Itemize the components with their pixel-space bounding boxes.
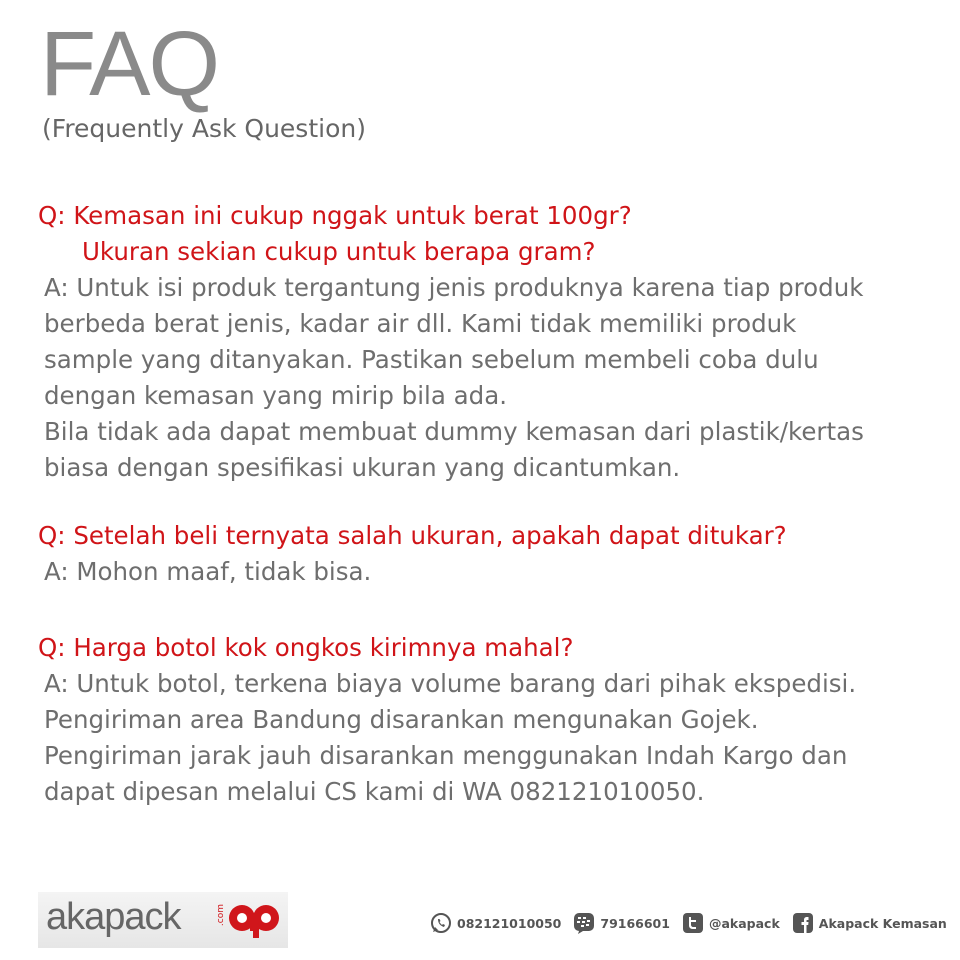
answer-line: dengan kemasan yang mirip bila ada. [44,381,507,410]
question-line: Q: Kemasan ini cukup nggak untuk berat 100gr? [38,201,632,230]
twitter-handle: @akapack [708,915,780,931]
twitter-icon [682,912,704,934]
faq-answer [38,666,938,810]
faq-question [38,198,938,270]
whatsapp-icon [430,912,452,934]
answer-line: A: Untuk botol, terkena biaya volume barang dari pihak ekspedisi. [44,669,857,698]
faq-question [38,518,938,554]
contact-facebook [792,912,947,934]
answer-line: biasa dengan spesifikasi ukuran yang dicantumkan. [44,453,681,482]
answer-line: A: Mohon maaf, tidak bisa. [44,557,372,586]
page-subtitle: (Frequently Ask Question) [42,114,366,143]
facebook-page: Akapack Kemasan [818,915,947,931]
faq-answer [38,554,938,590]
contact-bbm [573,912,670,934]
contact-twitter [682,912,780,934]
answer-line: sample yang ditanyakan. Pastikan sebelum membeli coba dulu [44,345,819,374]
question-line: Q: Harga botol kok ongkos kirimnya mahal? [38,633,574,662]
faq-question [38,630,938,666]
question-line: Q: Setelah beli ternyata salah ukuran, apakah dapat ditukar? [38,521,787,550]
contact-bar [430,912,959,934]
answer-line: Pengiriman area Bandung disarankan mengunakan Gojek. [44,705,759,734]
page-title: FAQ [40,13,219,115]
question-line: Ukuran sekian cukup untuk berapa gram? [82,237,596,266]
akapack-logo [38,892,288,948]
faq-item-3 [38,630,938,810]
answer-line: A: Untuk isi produk tergantung jenis produknya karena tiap produk [44,273,864,302]
answer-line: Bila tidak ada dapat membuat dummy kemasan dari plastik/kertas [44,417,864,446]
answer-line: Pengiriman jarak jauh disarankan menggunakan Indah Kargo dan [44,741,848,770]
contact-whatsapp [430,912,561,934]
ap-logo-icon [228,900,282,940]
bbm-pin: 79166601 [600,915,670,931]
answer-line: dapat dipesan melalui CS kami di WA 082121010050. [44,777,705,806]
facebook-icon [792,912,814,934]
footer [0,888,960,952]
answer-line: berbeda berat jenis, kadar air dll. Kami tidak memiliki produk [44,309,797,338]
faq-item-1 [38,198,938,486]
bbm-icon [573,912,595,934]
logo-text: akapack [46,896,181,938]
logo-com: .com [216,904,226,927]
faq-answer [38,270,938,486]
faq-item-2 [38,518,938,590]
whatsapp-number: 082121010050 [457,915,562,931]
